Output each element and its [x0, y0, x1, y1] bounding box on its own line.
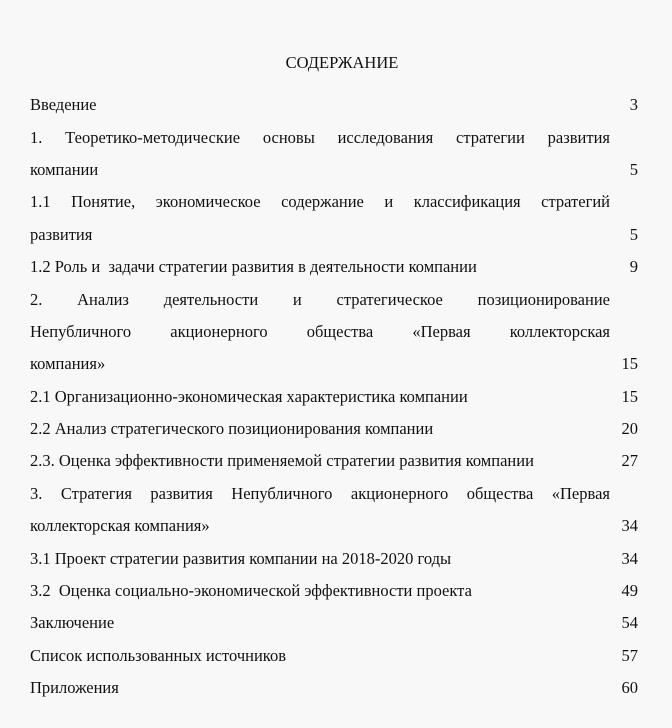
toc-page-number: 34 — [621, 516, 638, 536]
toc-entry-text: 2.2 Анализ стратегического позиционирования компании — [30, 419, 434, 439]
toc-entry-section-3-2[interactable] — [30, 575, 638, 607]
toc-page-number: 60 — [621, 678, 638, 698]
toc-entry-section-2-3[interactable] — [30, 445, 638, 477]
toc-page-number: 5 — [629, 159, 638, 179]
toc-entry-appendices[interactable] — [30, 672, 638, 704]
toc-page-number: 49 — [621, 581, 638, 601]
toc-entry-section-1-1[interactable] — [30, 186, 638, 251]
toc-entry-chapter-3[interactable] — [30, 478, 638, 543]
toc-page-number: 3 — [629, 95, 638, 115]
toc-page-number: 9 — [629, 257, 638, 277]
toc-entry-text: 3.1 Проект стратегии развития компании на 2018-2020 годы — [30, 548, 452, 568]
table-of-contents — [30, 89, 638, 704]
toc-page-number: 20 — [621, 419, 638, 439]
toc-page-number: 15 — [621, 354, 638, 374]
toc-entry-text: 1.2 Роль и задачи стратегии развития в деятельности компании — [30, 257, 477, 277]
toc-entry-section-2-2[interactable] — [30, 413, 638, 445]
toc-entry-text: развития — [30, 224, 93, 244]
toc-entry-text: 2.3. Оценка эффективности применяемой стратегии развития компании — [30, 451, 534, 471]
toc-entry-text: 1. Теоретико-методические основы исследования стратегии развития — [30, 127, 610, 147]
toc-entry-section-2-1[interactable] — [30, 381, 638, 413]
toc-entry-text: коллекторская компания» — [30, 516, 210, 536]
toc-page-number: 34 — [621, 548, 638, 568]
toc-entry-conclusion[interactable] — [30, 607, 638, 639]
toc-page-number: 54 — [621, 613, 638, 633]
toc-entry-text: Приложения — [30, 678, 119, 698]
toc-entry-section-3-1[interactable] — [30, 542, 638, 574]
toc-page-number: 57 — [621, 645, 638, 665]
toc-title: СОДЕРЖАНИЕ — [285, 53, 399, 72]
toc-entry-text: Непубличного акционерного общества «Первая коллекторская — [30, 321, 610, 341]
toc-page-number: 15 — [621, 386, 638, 406]
toc-entry-text: Заключение — [30, 613, 115, 633]
toc-entry-section-1-2[interactable] — [30, 251, 638, 283]
toc-entry-chapter-2[interactable] — [30, 283, 638, 380]
toc-page-number: 5 — [629, 224, 638, 244]
toc-entry-chapter-1[interactable] — [30, 121, 638, 186]
toc-page-number: 27 — [621, 451, 638, 471]
toc-entry-text: 3.2 Оценка социально-экономической эффективности проекта — [30, 581, 472, 601]
toc-entry-references[interactable] — [30, 640, 638, 672]
toc-entry-text: Введение — [30, 95, 97, 115]
toc-entry-text: 2.1 Организационно-экономическая характеристика компании — [30, 386, 468, 406]
toc-entry-text: компании — [30, 159, 99, 179]
toc-entry-text: 1.1 Понятие, экономическое содержание и классификация стратегий — [30, 192, 610, 212]
toc-entry-text: 3. Стратегия развития Непубличного акционерного общества «Первая — [30, 483, 610, 503]
toc-entry-introduction[interactable] — [30, 89, 638, 121]
toc-entry-text: 2. Анализ деятельности и стратегическое позиционирование — [30, 289, 610, 309]
toc-entry-text: компания» — [30, 354, 106, 374]
toc-entry-text: Список использованных источников — [30, 645, 286, 665]
